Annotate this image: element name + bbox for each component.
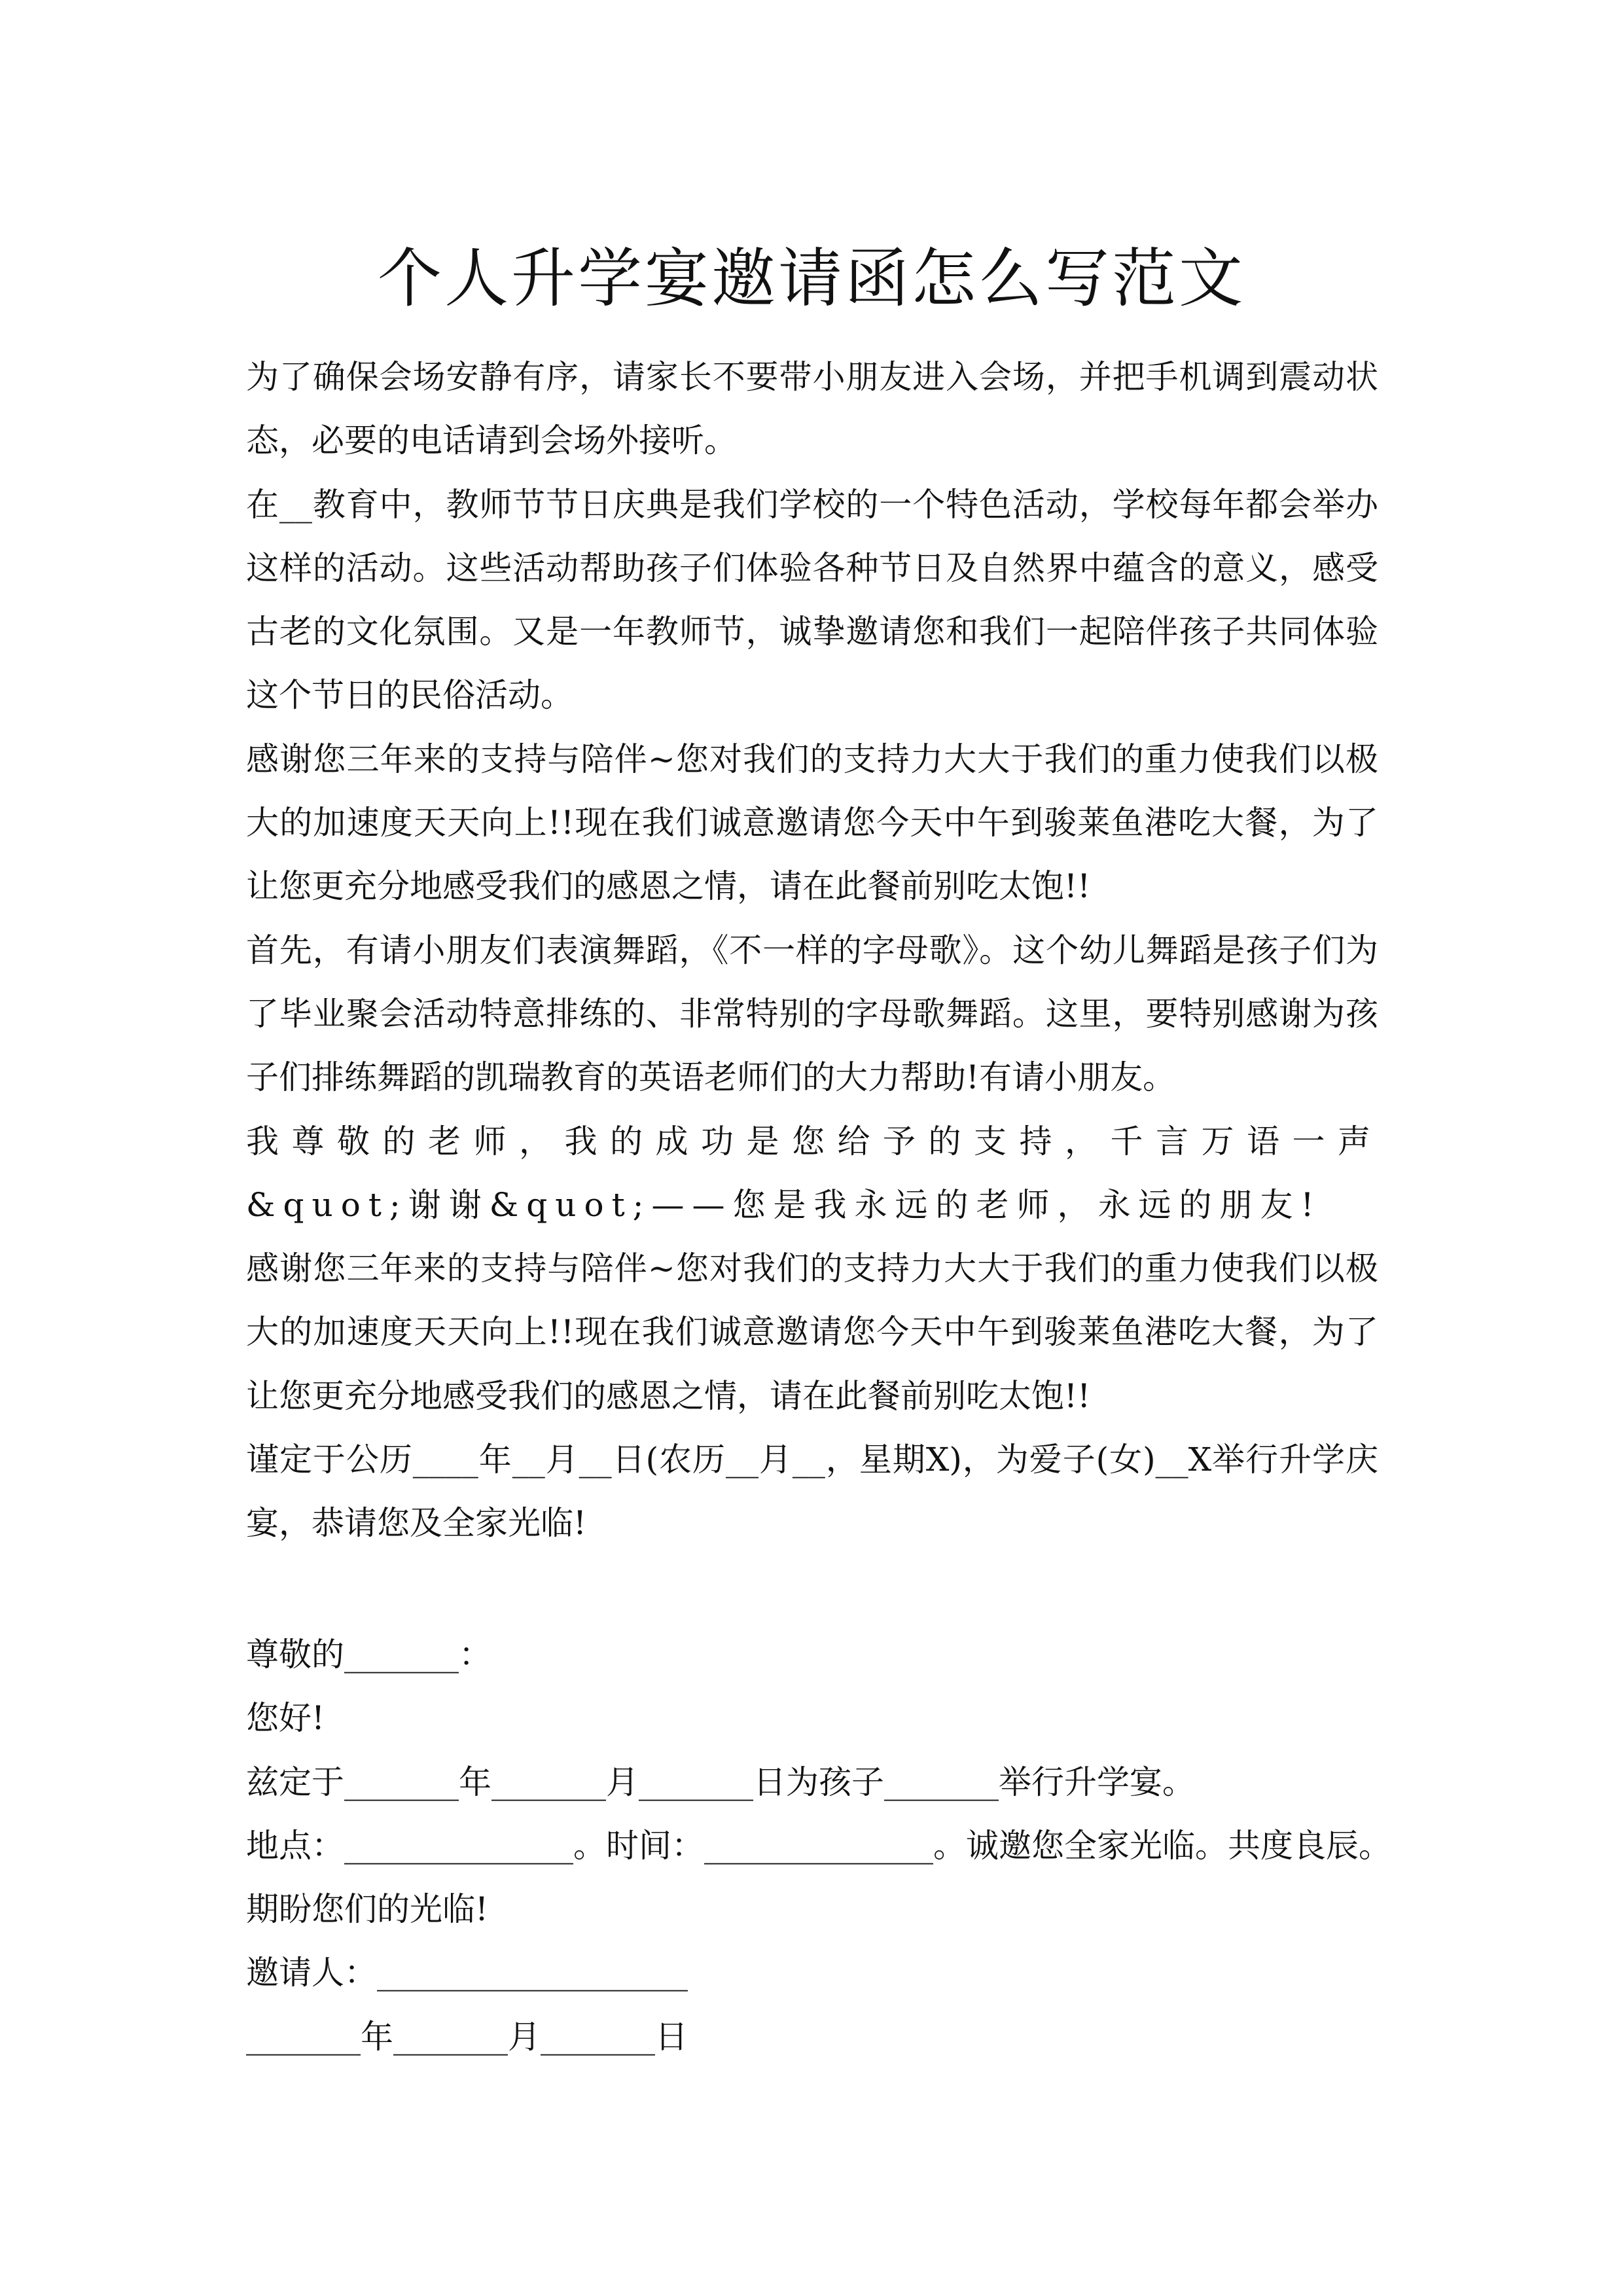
paragraph-teacher-gratitude: 我尊敬的老师，我的成功是您给予的支持，千言万语一声&quot;谢谢&quot;——您是我永远的老师，永远的朋友! bbox=[246, 1122, 1378, 1224]
paragraph-thanks-dinner-repeat: 感谢您三年来的支持与陪伴~您对我们的支持力大大于我们的重力使我们以极大的加速度天天向上!!现在我们诚意邀请您今天中午到骏莱鱼港吃大餐，为了让您更充分地感受我们的感恩之情，请在此餐前别吃太饱!! bbox=[246, 1249, 1378, 1415]
closing-line: 期盼您们的光临! bbox=[246, 1890, 489, 1929]
paragraph-dance-show: 首先，有请小朋友们表演舞蹈，《不一样的字母歌》。这个幼儿舞蹈是孩子们为了毕业聚会活动特意排练的、非常特别的字母歌舞蹈。这里，要特别感谢为孩子们排练舞蹈的凯瑞教育的英语老师们的大力帮助!有请小朋友。 bbox=[246, 931, 1378, 1097]
body-text bbox=[246, 346, 1378, 1556]
inviter-line: 邀请人：___________________ bbox=[246, 1954, 688, 1992]
page-title: 个人升学宴邀请函怎么写范文 bbox=[377, 241, 1245, 316]
paragraph-teachers-day: 在__教育中，教师节节日庆典是我们学校的一个特色活动，学校每年都会举办这样的活动。这些活动帮助孩子们体验各种节日及自然界中蕴含的意义，感受古老的文化氛围。又是一年教师节，诚挚邀请您和我们一起陪伴孩子共同体验这个节日的民俗活动。 bbox=[246, 485, 1378, 715]
paragraph-banquet-notice: 谨定于公历____年__月__日(农历__月__，星期X)，为爱子(女)__X举行升学庆宴，恭请您及全家光临! bbox=[246, 1441, 1378, 1543]
sign-date-line: _______年_______月_______日 bbox=[246, 2017, 688, 2056]
greeting-line: 尊敬的_______： bbox=[246, 1636, 491, 1674]
hello-line: 您好! bbox=[246, 1699, 325, 1738]
paragraph-venue-rules: 为了确保会场安静有序，请家长不要带小朋友进入会场，并把手机调到震动状态，必要的电话请到会场外接听。 bbox=[246, 358, 1378, 460]
invitation-form bbox=[246, 1623, 1489, 2069]
date-line: 兹定于_______年_______月_______日为孩子_______举行升学宴。 bbox=[246, 1763, 1195, 1801]
paragraph-thanks-dinner: 感谢您三年来的支持与陪伴~您对我们的支持力大大于我们的重力使我们以极大的加速度天天向上!!现在我们诚意邀请您今天中午到骏莱鱼港吃大餐，为了让您更充分地感受我们的感恩之情，请在此餐前别吃太饱!! bbox=[246, 740, 1378, 906]
place-time-line: 地点：______________。时间：______________。诚邀您全家光临。共度良辰。 bbox=[246, 1826, 1391, 1865]
